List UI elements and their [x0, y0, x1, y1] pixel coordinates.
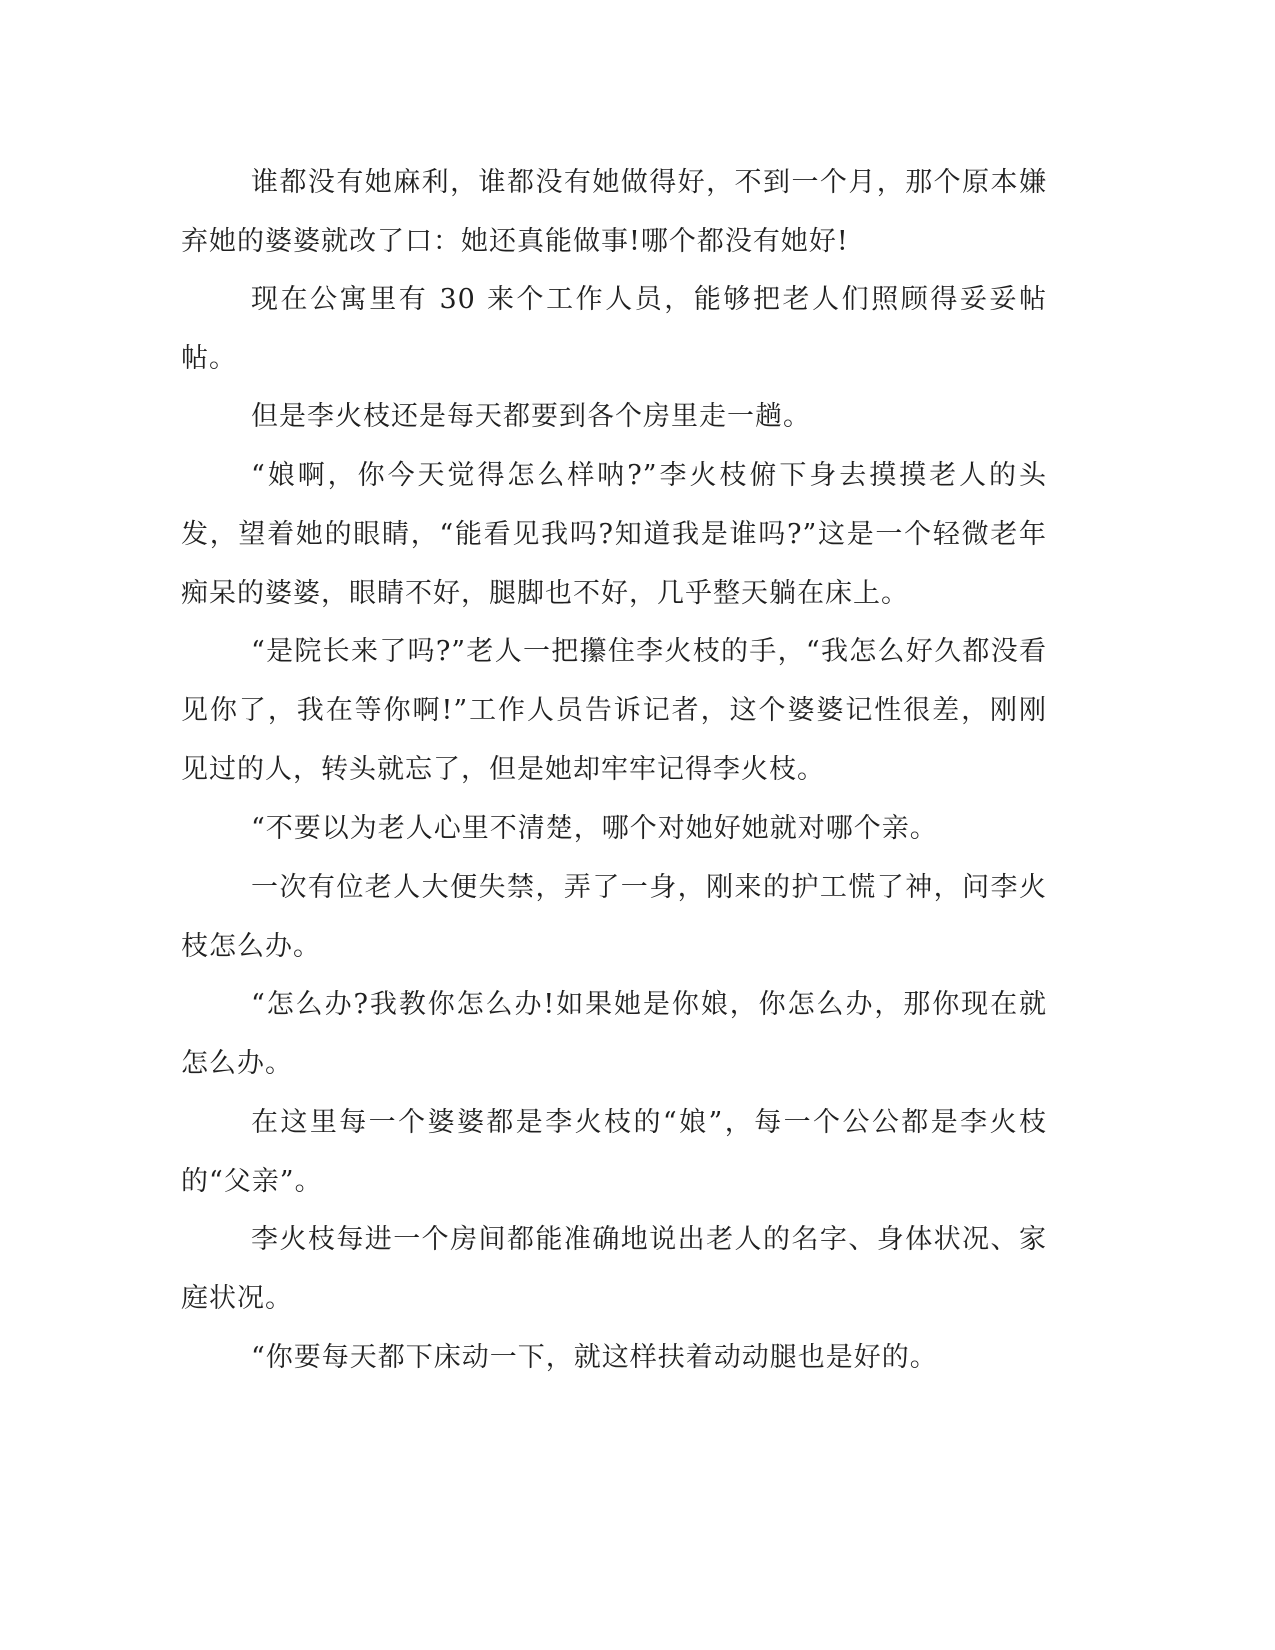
paragraph-11: “你要每天都下床动一下，就这样扶着动动腿也是好的。: [251, 1342, 938, 1373]
paragraph-1: 谁都没有她麻利，谁都没有她做得好，不到一个月，那个原本嫌弃她的婆婆就改了口：她还真能做事!哪个都没有她好!: [181, 167, 1047, 257]
paragraph-4: “娘啊，你今天觉得怎么样呐?”李火枝俯下身去摸摸老人的头发，望着她的眼睛，“能看见我吗?知道我是谁吗?”这是一个轻微老年痴呆的婆婆，眼睛不好，腿脚也不好，几乎整天躺在床上。: [181, 460, 1047, 609]
paragraph-10: 李火枝每进一个房间都能准确地说出老人的名字、身体状况、家庭状况。: [181, 1224, 1047, 1314]
paragraph-7: 一次有位老人大便失禁，弄了一身，刚来的护工慌了神，问李火枝怎么办。: [181, 872, 1047, 962]
paragraph-3: 但是李火枝还是每天都要到各个房里走一趟。: [251, 401, 811, 432]
paragraph-8: “怎么办?我教你怎么办!如果她是你娘，你怎么办，那你现在就怎么办。: [181, 989, 1047, 1079]
paragraph-6: “不要以为老人心里不清楚，哪个对她好她就对哪个亲。: [251, 813, 938, 844]
paragraph-5: “是院长来了吗?”老人一把攥住李火枝的手，“我怎么好久都没看见你了，我在等你啊!”工作人员告诉记者，这个婆婆记性很差，刚刚见过的人，转头就忘了，但是她却牢牢记得李火枝。: [181, 636, 1047, 785]
paragraph-2: 现在公寓里有 30 来个工作人员，能够把老人们照顾得妥妥帖帖。: [181, 284, 1047, 374]
paragraph-9: 在这里每一个婆婆都是李火枝的“娘”，每一个公公都是李火枝的“父亲”。: [181, 1107, 1047, 1197]
